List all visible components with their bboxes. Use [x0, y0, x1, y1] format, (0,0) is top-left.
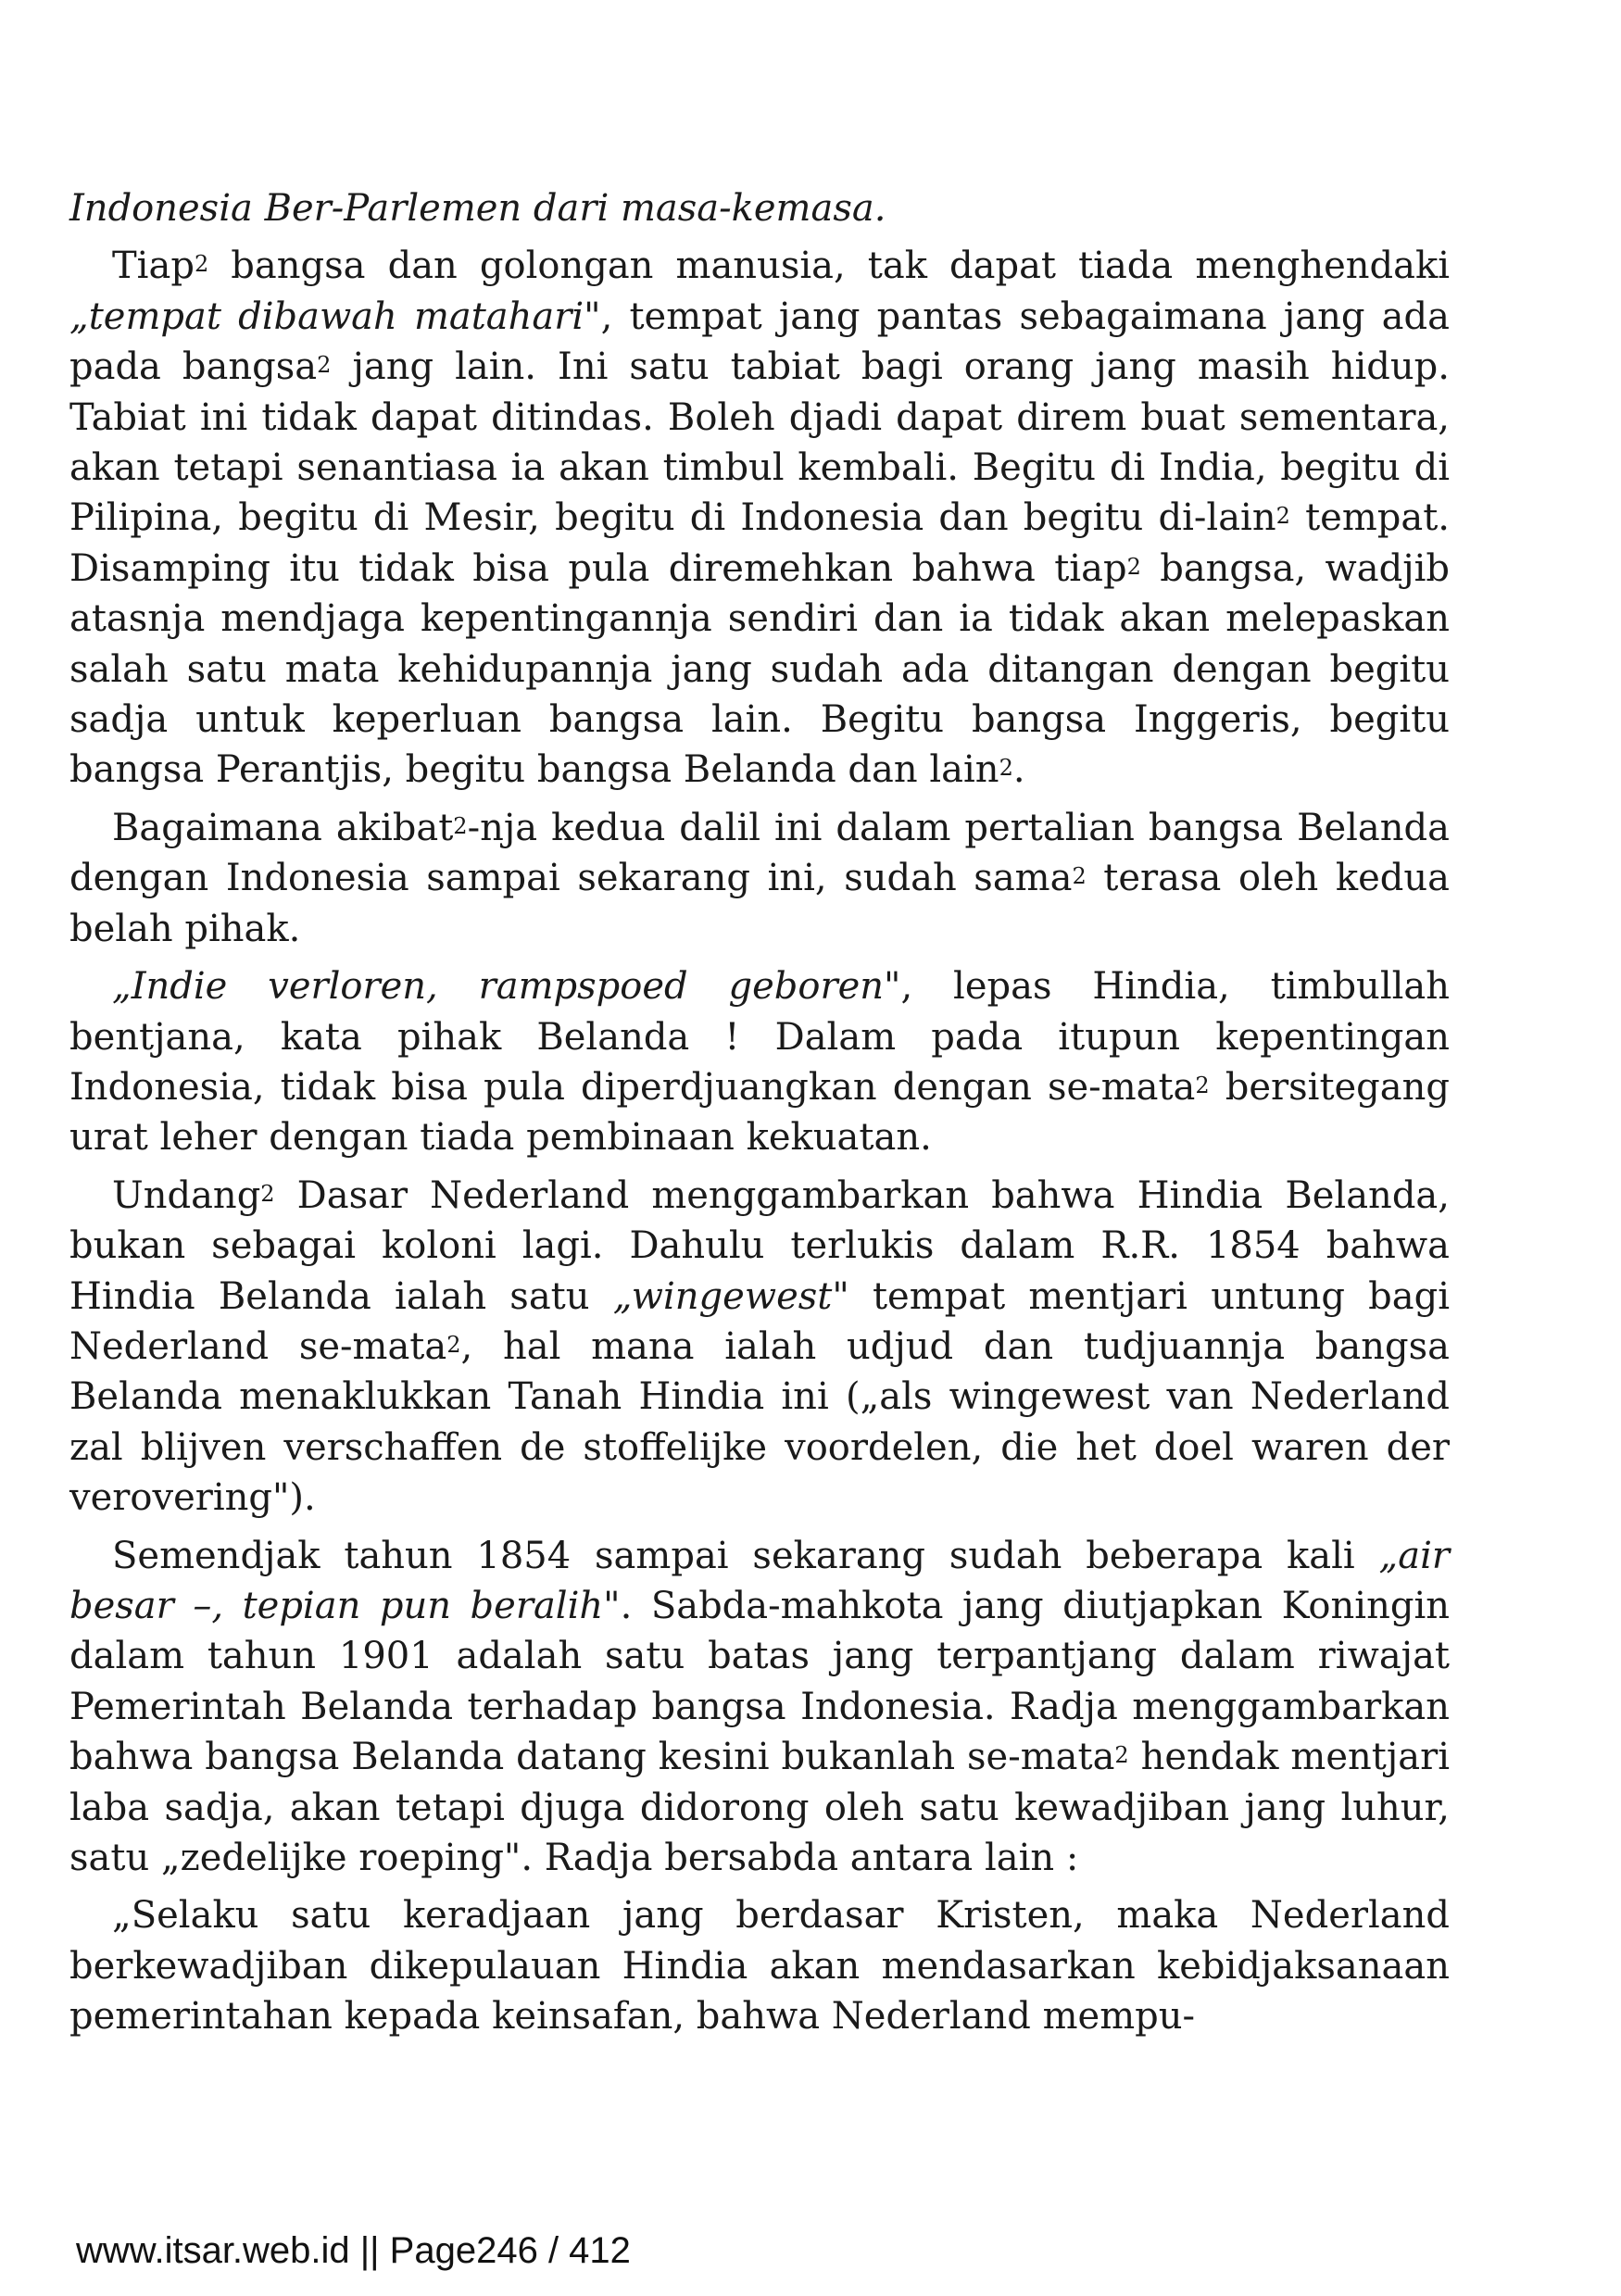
text-run: „Selaku satu keradjaan jang berdasar Kristen, maka Nederland berkewadjiban dikepulauan Hindia akan mendasarkan kebidjaksanaan pemerintahan kepada keinsafan, bahwa Nederland mempu-	[69, 1894, 1450, 2039]
text-run: , tempat jang pantas sebagaimana jang ada pada bangsa	[69, 295, 1450, 389]
superscript-mark: 2	[446, 1331, 461, 1358]
text-run: tempat mentjari untung bagi Nederland se-mata	[69, 1274, 1450, 1368]
text-run: bangsa dan golongan manusia, tak dapat tiada menghendaki	[208, 245, 1450, 288]
paragraph-3	[69, 961, 1450, 1163]
superscript-mark: 2	[453, 812, 468, 839]
italic-phrase: „wingewest"	[612, 1274, 849, 1318]
running-header	[69, 183, 1450, 233]
text-run: bangsa, wadjib atasnja mendjaga kepentingannja sendiri dan ia tidak akan melepaskan salah satu mata kehidupannja jang sudah ada ditangan dengan begitu sadja untuk keperluan bangsa lain. Begitu bangsa Inggeris, begitu bangsa Perantjis, begitu bangsa Belanda dan lain	[69, 546, 1450, 792]
paragraph-5	[69, 1531, 1450, 1884]
paragraph-1	[69, 241, 1450, 795]
italic-phrase: „Indie verloren, rampspoed geboren"	[112, 965, 901, 1009]
text-run: Semendjak tahun 1854 sampai sekarang sudah beberapa kali	[112, 1534, 1379, 1577]
paragraph-6	[69, 1890, 1450, 2041]
superscript-mark: 2	[1275, 503, 1290, 530]
paragraphs	[69, 241, 1450, 2041]
text-run: hendak mentjari laba sadja, akan tetapi djuga didorong oleh satu kewadjiban jang luhur, satu „zedelijke roeping". Radja bersabda antara lain :	[69, 1736, 1451, 1879]
superscript-mark: 2	[317, 352, 332, 379]
text-run: Bagaimana akibat	[112, 806, 454, 849]
text-run: .	[1012, 748, 1025, 792]
paragraph-2	[69, 803, 1450, 954]
text-run: . Sabda-mahkota jang diutjapkan Koningin dalam tahun 1901 adalah satu batas jang terpantjang dalam riwajat Pemerintah Belanda terhadap bangsa Indonesia. Radja menggambarkan bahwa bangsa Belanda datang kesini bukanlah se-mata	[69, 1584, 1450, 1779]
page-footer: www.itsar.web.id || Page246 / 412	[76, 2230, 631, 2271]
running-header-text: Indonesia Ber-Parlemen dari masa-kemasa.	[69, 187, 886, 230]
text-run: bersitegang urat leher dengan tiada pembinaan kekuatan.	[69, 1065, 1451, 1160]
superscript-mark: 2	[999, 755, 1013, 782]
text-run: , hal mana ialah udjud dan tudjuannja bangsa Belanda menaklukkan Tanah Hindia ini („als wingewest van Nederland zal blijven verschaffen de stoffelijke voordelen, die het doel waren der verovering").	[69, 1324, 1450, 1520]
text-run: Dasar Nederland menggambarkan bahwa Hindia Belanda, bukan sebagai koloni lagi. Dahulu terlukis dalam R.R. 1854 bahwa Hindia Belanda ialah satu	[69, 1173, 1450, 1318]
text-run: terasa oleh kedua belah pihak.	[69, 857, 1450, 950]
text-run: Tiap	[112, 245, 195, 288]
page-body	[69, 183, 1450, 2050]
superscript-mark: 2	[1114, 1742, 1129, 1769]
superscript-mark: 2	[194, 251, 209, 278]
text-run: jang lain. Ini satu tabiat bagi orang jang masih hidup. Tabiat ini tidak dapat ditindas. Boleh djadi dapat direm buat sementara, akan tetapi senantiasa ia akan timbul kembali. Begitu di India, begitu di Pilipina, begitu di Mesir, begitu di Indonesia dan begitu di-lain	[69, 345, 1450, 540]
text-run: , lepas Hindia, timbullah bentjana, kata pihak Belanda ! Dalam pada itupun kepentingan Indonesia, tidak bisa pula diperdjuangkan dengan se-mata	[69, 965, 1451, 1109]
paragraph-4	[69, 1171, 1450, 1524]
text-run: Undang	[112, 1173, 261, 1217]
superscript-mark: 2	[1126, 553, 1141, 580]
superscript-mark: 2	[1195, 1072, 1210, 1098]
text-run: tempat. Disamping itu tidak bisa pula diremehkan bahwa tiap	[69, 496, 1450, 590]
superscript-mark: 2	[260, 1180, 275, 1207]
italic-phrase: „air besar –, tepian pun beralih"	[69, 1534, 1450, 1627]
superscript-mark: 2	[1072, 863, 1087, 890]
italic-phrase: „tempat dibawah matahari"	[69, 295, 601, 338]
text-run: -nja kedua dalil ini dalam pertalian bangsa Belanda dengan Indonesia sampai sekarang ini, sudah sama	[69, 806, 1450, 900]
